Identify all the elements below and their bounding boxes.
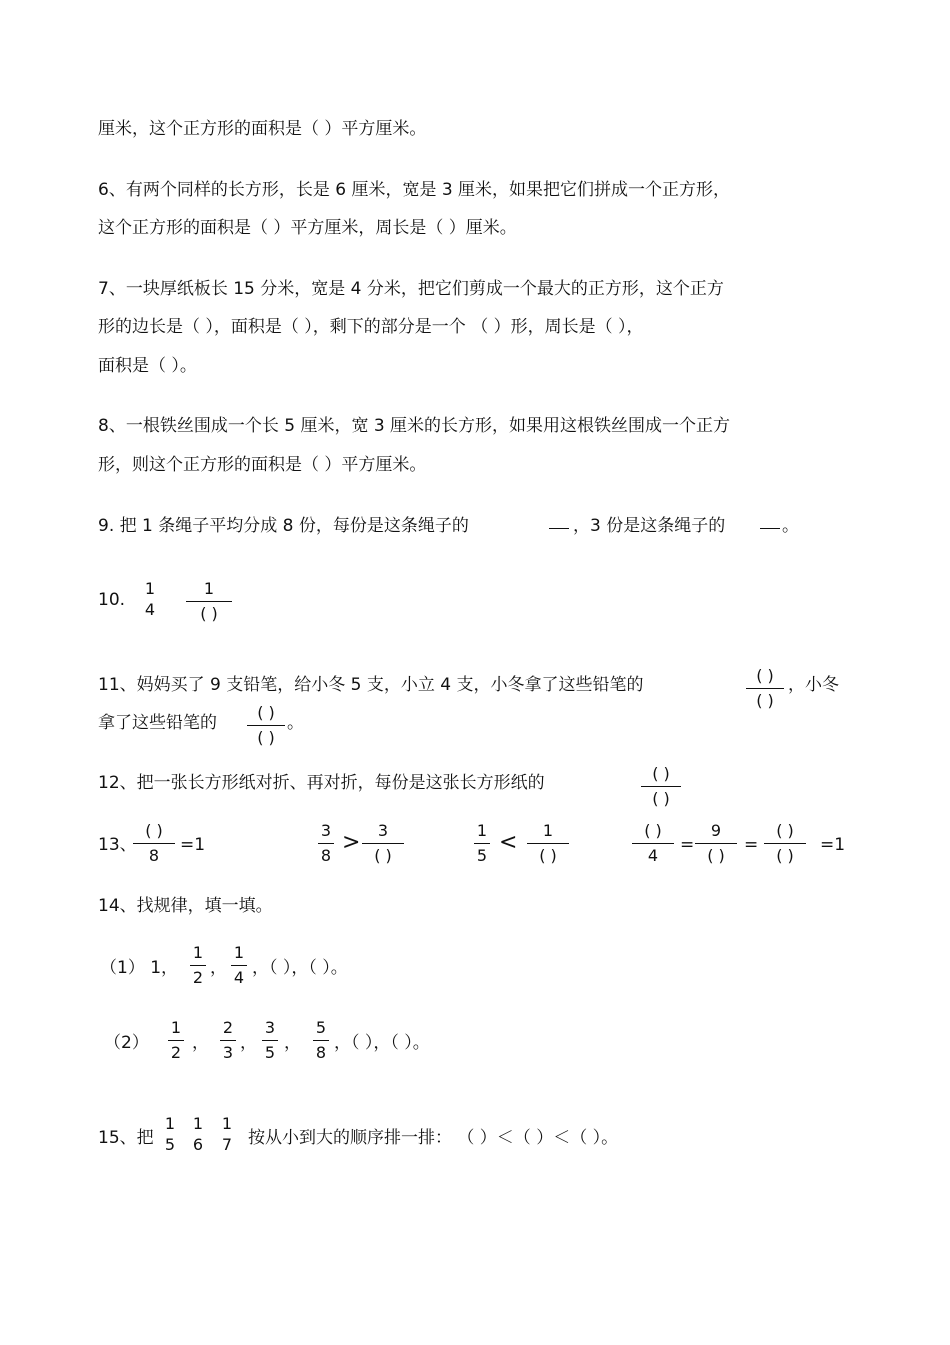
q13-label: 13、 bbox=[98, 835, 137, 855]
q14-1-fraction-b bbox=[231, 944, 247, 987]
q6-line-a: 6、有两个同样的长方形，长是 6 厘米，宽是 3 厘米，如果把它们拼成一个正方形， bbox=[98, 180, 731, 200]
q10-label: 10. bbox=[98, 590, 126, 610]
denominator: ( ) bbox=[257, 728, 275, 747]
denominator: 8 bbox=[320, 846, 332, 865]
numerator: 1 bbox=[144, 579, 156, 598]
q11-fraction-b bbox=[247, 704, 285, 747]
q8-line-b: 形，则这个正方形的面积是（ ）平方厘米。 bbox=[98, 455, 427, 475]
numerator: ( ) bbox=[145, 821, 163, 840]
q14-1-fraction-a bbox=[190, 944, 206, 987]
numerator: 1 bbox=[170, 1018, 182, 1037]
denominator: 6 bbox=[192, 1135, 204, 1154]
q15-end: 按从小到大的顺序排一排： （ ）＜（ ）＜（ ）。 bbox=[248, 1128, 619, 1148]
numerator: 3 bbox=[320, 821, 332, 840]
numerator: 1 bbox=[542, 821, 554, 840]
numerator: ( ) bbox=[257, 703, 275, 722]
numerator: 3 bbox=[264, 1018, 276, 1037]
q13-fraction-b bbox=[318, 822, 334, 865]
q14-2-fraction-c bbox=[262, 1019, 278, 1062]
denominator: ( ) bbox=[756, 691, 774, 710]
q10-fraction-a bbox=[141, 580, 159, 619]
q9-blank-1 bbox=[549, 528, 569, 529]
numerator: 1 bbox=[192, 1114, 204, 1133]
q14-1-comma: ， bbox=[210, 958, 227, 978]
q14-title: 14、找规律，填一填。 bbox=[98, 896, 273, 916]
numerator: ( ) bbox=[756, 666, 774, 685]
q14-2-fraction-d bbox=[313, 1019, 329, 1062]
numerator: 1 bbox=[233, 943, 245, 962]
q13-less-than: < bbox=[499, 830, 518, 855]
numerator: 1 bbox=[203, 579, 215, 598]
numerator: ( ) bbox=[652, 764, 670, 783]
numerator: ( ) bbox=[776, 821, 794, 840]
denominator: ( ) bbox=[652, 789, 670, 808]
denominator: 5 bbox=[164, 1135, 176, 1154]
numerator: 5 bbox=[315, 1018, 327, 1037]
q9-line-c: 。 bbox=[782, 516, 799, 536]
q14-2-start: （2） bbox=[104, 1033, 149, 1053]
denominator: 7 bbox=[221, 1135, 233, 1154]
denominator: ( ) bbox=[707, 846, 725, 865]
q7-line-c: 面积是（ ）。 bbox=[98, 356, 197, 376]
q13-fraction-h bbox=[764, 822, 806, 865]
q11-line-a-tail: ，小冬 bbox=[788, 675, 839, 695]
denominator: 2 bbox=[170, 1043, 182, 1062]
q14-2-comma-b: ， bbox=[240, 1033, 257, 1053]
denominator: 8 bbox=[315, 1043, 327, 1062]
q9-blank-2 bbox=[760, 528, 780, 529]
numerator: 9 bbox=[710, 821, 722, 840]
denominator: 5 bbox=[476, 846, 488, 865]
q14-2-end: ，（ ），（ ）。 bbox=[334, 1033, 430, 1053]
q14-2-fraction-b bbox=[220, 1019, 236, 1062]
q15-start: 15、把 bbox=[98, 1128, 154, 1148]
numerator: 1 bbox=[476, 821, 488, 840]
numerator: 1 bbox=[192, 943, 204, 962]
denominator: 4 bbox=[647, 846, 659, 865]
q15-fraction-b bbox=[190, 1115, 206, 1154]
numerator: 1 bbox=[221, 1114, 233, 1133]
denominator: 8 bbox=[148, 846, 160, 865]
denominator: 4 bbox=[233, 968, 245, 987]
q13-greater-than: > bbox=[342, 830, 361, 855]
q11-line-a: 11、妈妈买了 9 支铅笔，给小冬 5 支，小立 4 支，小冬拿了这些铅笔的 bbox=[98, 675, 644, 695]
q6-line-b: 这个正方形的面积是（ ）平方厘米，周长是（ ）厘米。 bbox=[98, 218, 517, 238]
q13-fraction-e bbox=[527, 822, 569, 865]
q9-line: 9. 把 1 条绳子平均分成 8 份，每份是这条绳子的 bbox=[98, 516, 469, 536]
numerator: 3 bbox=[377, 821, 389, 840]
q15-fraction-c bbox=[219, 1115, 235, 1154]
q13-fraction-c bbox=[362, 822, 404, 865]
denominator: 4 bbox=[144, 600, 156, 619]
q13-eq-b: = bbox=[744, 835, 759, 855]
numerator: 2 bbox=[222, 1018, 234, 1037]
denominator: 3 bbox=[222, 1043, 234, 1062]
q13-fraction-f bbox=[632, 822, 674, 865]
numerator: ( ) bbox=[644, 821, 662, 840]
q9-line-b: ，3 份是这条绳子的 bbox=[573, 516, 726, 536]
q7-line-b: 形的边长是（ ），面积是（ ），剩下的部分是一个 （ ）形，周长是（ ）， bbox=[98, 317, 644, 337]
q8-line-a: 8、一根铁丝围成一个长 5 厘米，宽 3 厘米的长方形，如果用这根铁丝围成一个正方 bbox=[98, 416, 731, 436]
q13-fraction-d bbox=[474, 822, 490, 865]
q11-line-b: 拿了这些铅笔的 bbox=[98, 713, 217, 733]
q7-line-a: 7、一块厚纸板长 15 分米，宽是 4 分米，把它们剪成一个最大的正方形，这个正方 bbox=[98, 279, 724, 299]
q12-fraction bbox=[641, 765, 681, 808]
numerator: 1 bbox=[164, 1114, 176, 1133]
q14-2-comma-a: ， bbox=[192, 1033, 209, 1053]
q13-fraction-g bbox=[695, 822, 737, 865]
denominator: ( ) bbox=[374, 846, 392, 865]
q14-1-end: ，（ ），（ ）。 bbox=[252, 958, 348, 978]
q14-2-comma-c: ， bbox=[284, 1033, 301, 1053]
q5-line-b: 厘米，这个正方形的面积是（ ）平方厘米。 bbox=[98, 119, 427, 139]
q11-line-b-tail: 。 bbox=[287, 713, 304, 733]
q12-line: 12、把一张长方形纸对折、再对折，每份是这张长方形纸的 bbox=[98, 773, 545, 793]
q10-fraction-b bbox=[186, 580, 232, 623]
q13-fraction-a bbox=[133, 822, 175, 865]
q13-eq-2: =1 bbox=[820, 835, 846, 855]
q14-2-fraction-a bbox=[168, 1019, 184, 1062]
denominator: ( ) bbox=[776, 846, 794, 865]
denominator: ( ) bbox=[200, 604, 218, 623]
q11-fraction-a bbox=[746, 667, 784, 710]
denominator: 2 bbox=[192, 968, 204, 987]
q13-eq-a: = bbox=[680, 835, 695, 855]
q15-fraction-a bbox=[162, 1115, 178, 1154]
denominator: 5 bbox=[264, 1043, 276, 1062]
q13-eq-1: =1 bbox=[180, 835, 206, 855]
q14-1-start: （1） 1， bbox=[100, 958, 179, 978]
denominator: ( ) bbox=[539, 846, 557, 865]
